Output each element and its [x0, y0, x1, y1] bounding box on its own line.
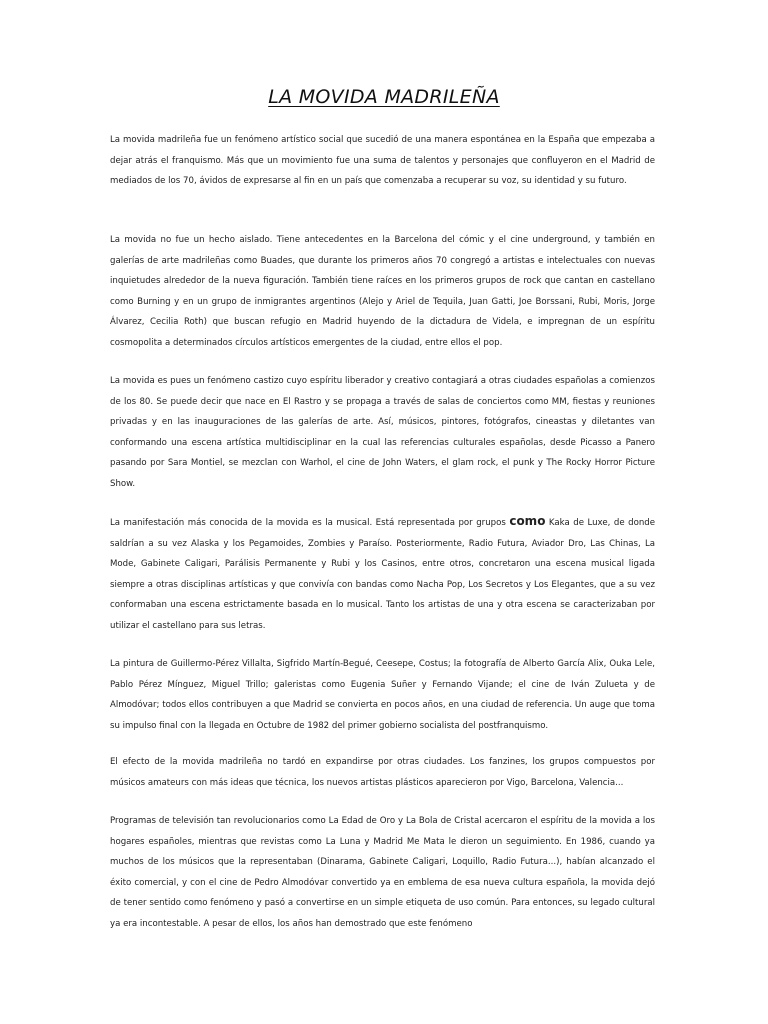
paragraph-music	[110, 511, 655, 637]
paragraph-music-after: Kaka de Luxe, de donde saldrían a su vez Alaska y los Pegamoides, Zombies y Paraíso. Posteriormente, Radio Futura, Aviador Dro, Las Chinas, La Mode, Gabinete Caligari, Parálisis Permanente y Rubi y los Casinos, entre otros, concretaron una escena musical ligada siempre a otras disciplinas artísticas y que convivía con bandas como Nacha Pop, Los Secretos y Los Elegantes, que a su vez conformaban una escena estrictamente basada en lo musical. Tanto los artistas de una y otra escena se caracterizaban por utilizar el castellano para sus letras.	[110, 518, 656, 631]
paragraph-expansion: El efecto de la movida madrileña no tardó en expandirse por otras ciudades. Los fanzines, los grupos compuestos por músicos amateurs con más ideas que técnica, los nuevos artistas plásticos aparecieron por Vigo, Barcelona, Valencia...	[110, 757, 655, 788]
paragraph-castizo: La movida es pues un fenómeno castizo cuyo espíritu liberador y creativo contagiará a otras ciudades españolas a comienzos de los 80. Se puede decir que nace en El Rastro y se propaga a través de salas de conciertos como MM, fiestas y reuniones privadas y en las inauguraciones de las galerías de arte. Así, músicos, pintores, fotógrafos, cineastas y diletantes van conformando una escena artística multidisciplinar en la cual las referencias culturales españolas, desde Picasso a Panero pasando por Sara Montiel, se mezclan con Warhol, el cine de John Waters, el glam rock, el punk y The Rocky Horror Picture Show.	[110, 376, 655, 489]
paragraph-painting: La pintura de Guillermo-Pérez Villalta, Sigfrido Martín-Begué, Ceesepe, Costus; la fotografía de Alberto García Alix, Ouka Lele, Pablo Pérez Mínguez, Miguel Trillo; galeristas como Eugenia Suñer y Fernando Vijande; el cine de Iván Zulueta y de Almodóvar; todos ellos contribuyen a que Madrid se convierta en pocos años, en una ciudad de referencia. Un auge que toma su impulso final con la llegada en Octubre de 1982 del primer gobierno socialista del postfranquismo.	[110, 659, 655, 731]
paragraph-intro: La movida madrileña fue un fenómeno artístico social que sucedió de una manera espontánea en la España que empezaba a dejar atrás el franquismo. Más que un movimiento fue una suma de talentos y personajes que confluyeron en el Madrid de mediados de los 70, ávidos de expresarse al fin en un país que comenzaba a recuperar su voz, su identidad y su futuro.	[110, 135, 655, 187]
paragraph-television: Programas de televisión tan revolucionarios como La Edad de Oro y La Bola de Cristal acercaron el espíritu de la movida a los hogares españoles, mientras que revistas como La Luna y Madrid Me Mata le dieron un seguimiento. En 1986, cuando ya muchos de los músicos que la representaban (Dinarama, Gabinete Caligari, Loquillo, Radio Futura...), habían alcanzado el éxito comercial, y con el cine de Pedro Almodóvar convertido ya en emblema de esa nueva cultura española, la movida dejó de tener sentido como fenómeno y pasó a convertirse en un simple etiqueta de uso común. Para entonces, su legado cultural ya era incontestable. A pesar de ellos, los años han demostrado que este fenómeno	[110, 816, 655, 929]
paragraph-music-before: La manifestación más conocida de la movida es la musical. Está representada por grupos	[110, 518, 510, 528]
paragraph-music-emphasis: como	[509, 514, 546, 528]
document-title: LA MOVIDA MADRILEÑA	[268, 86, 500, 108]
paragraph-antecedents: La movida no fue un hecho aislado. Tiene antecedentes en la Barcelona del cómic y el cine underground, y también en galerías de arte madrileñas como Buades, que durante los primeros años 70 congregó a artistas e intelectuales con nuevas inquietudes alrededor de la nueva figuración. También tiene raíces en los primeros grupos de rock que cantan en castellano como Burning y en un grupo de inmigrantes argentinos (Alejo y Ariel de Tequila, Juan Gatti, Joe Borssani, Rubi, Moris, Jorge Álvarez, Cecilia Roth) que buscan refugio en Madrid huyendo de la dictadura de Videla, e impregnan de un espíritu cosmopolita a determinados círculos artísticos emergentes de la ciudad, entre ellos el pop.	[110, 235, 655, 348]
